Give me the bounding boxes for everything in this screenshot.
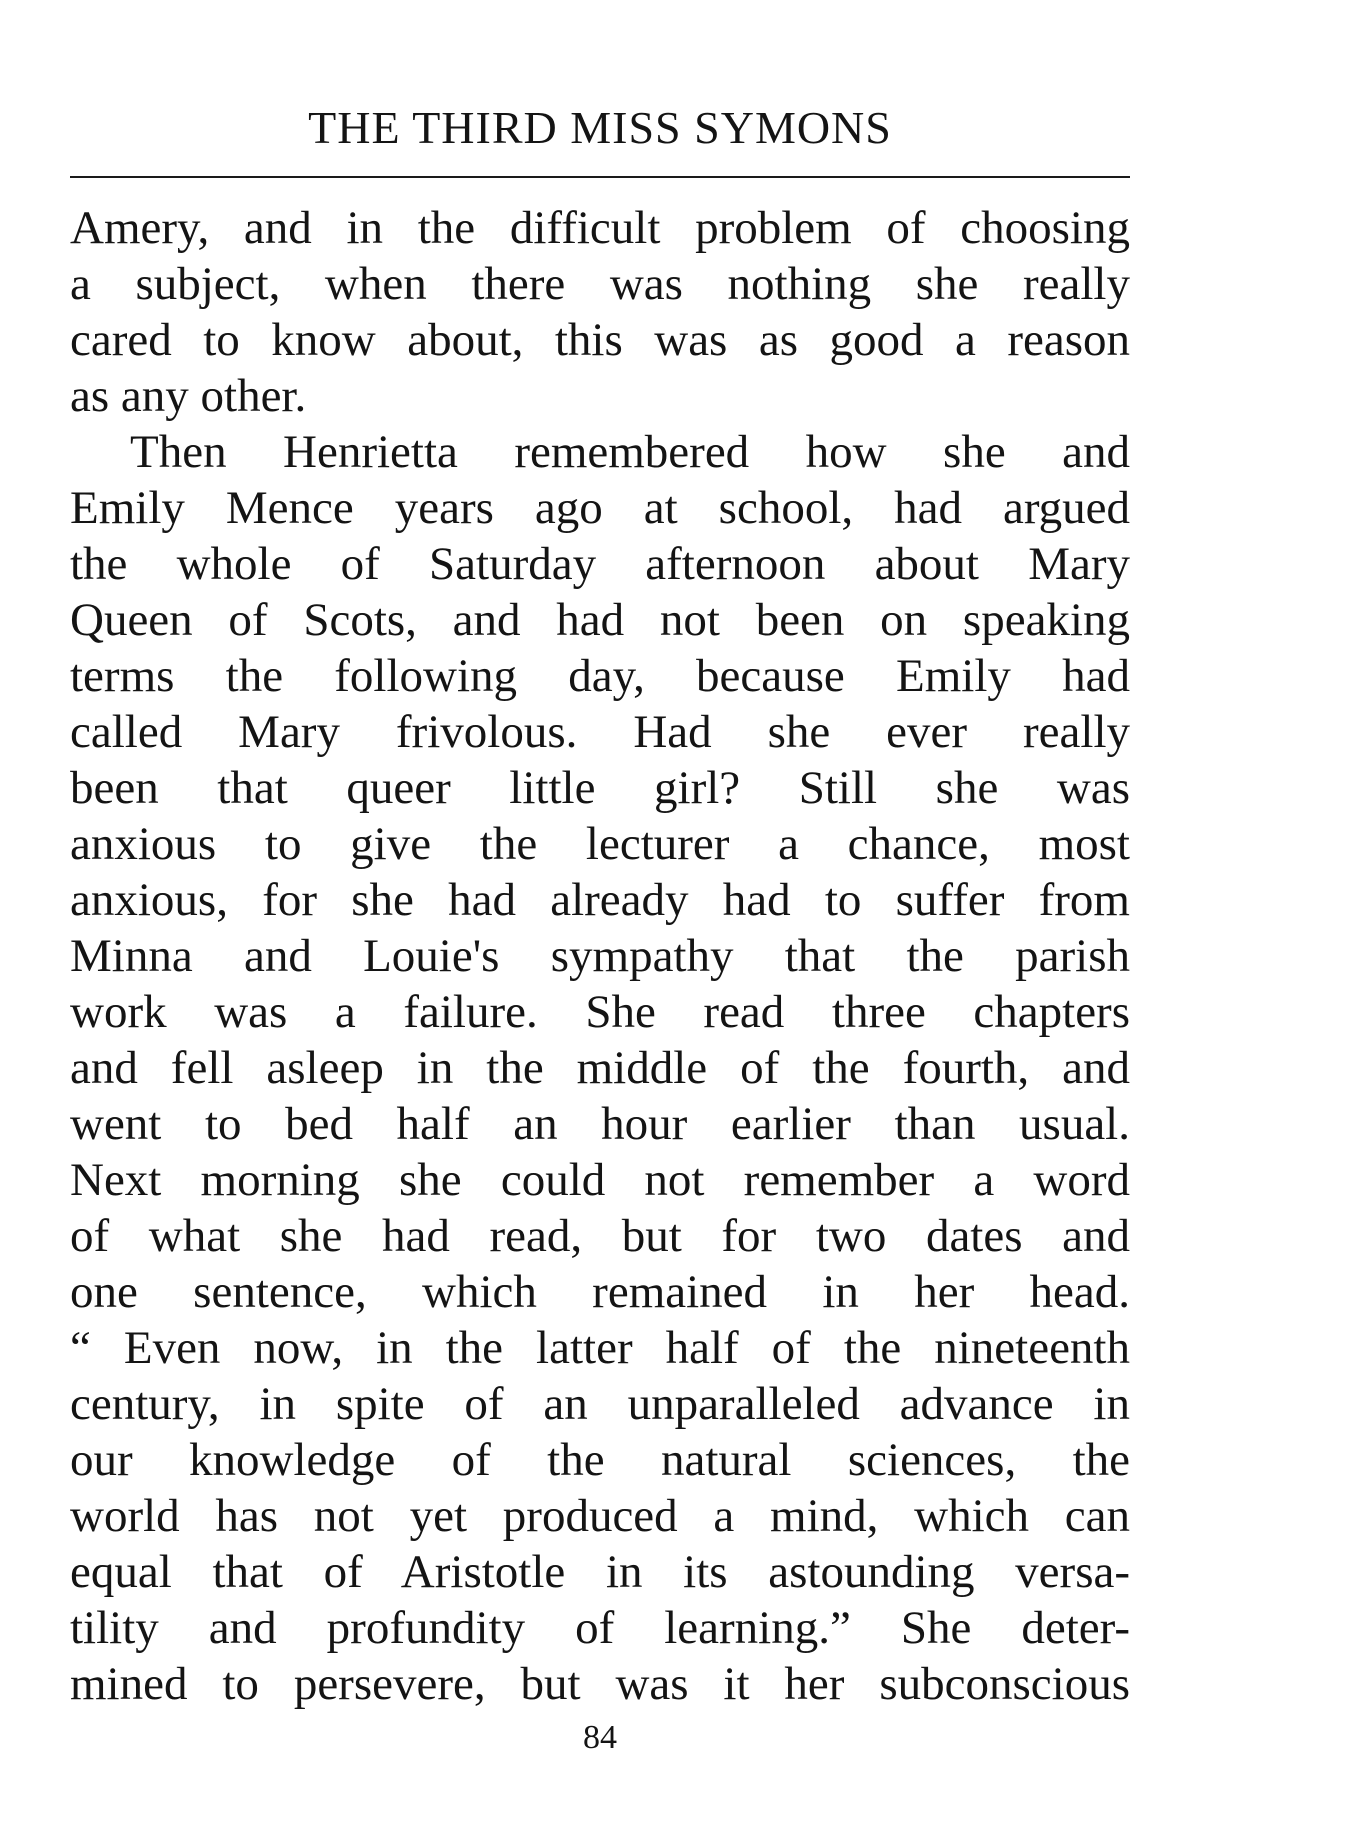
text-line: terms the following day, because Emily had: [70, 650, 1130, 702]
text-line: as any other.: [70, 370, 307, 422]
text-line: tility and profundity of learning.” She deter-: [70, 1602, 1130, 1654]
text-line: Minna and Louie's sympathy that the parish: [70, 930, 1130, 982]
text-line: “ Even now, in the latter half of the nineteenth: [70, 1322, 1130, 1374]
text-line: century, in spite of an unparalleled advance in: [70, 1378, 1130, 1430]
page-number: 84: [583, 1719, 617, 1756]
text-line: our knowledge of the natural sciences, the: [70, 1434, 1130, 1486]
text-line: went to bed half an hour earlier than usual.: [70, 1098, 1130, 1150]
text-line: world has not yet produced a mind, which can: [70, 1490, 1130, 1542]
text-line: one sentence, which remained in her head.: [70, 1266, 1130, 1318]
text-line: Amery, and in the difficult problem of choosing: [70, 202, 1130, 254]
text-line: called Mary frivolous. Had she ever really: [70, 706, 1130, 758]
text-line: the whole of Saturday afternoon about Mary: [70, 538, 1130, 590]
text-line: mined to persevere, but was it her subconscious: [70, 1658, 1130, 1710]
paragraph-start-line: Then Henrietta remembered how she and: [130, 426, 1130, 478]
text-line: anxious to give the lecturer a chance, most: [70, 818, 1130, 870]
header-rule: [70, 176, 1130, 178]
text-line: anxious, for she had already had to suffer from: [70, 874, 1130, 926]
text-line: Next morning she could not remember a word: [70, 1154, 1130, 1206]
text-line: and fell asleep in the middle of the fourth, and: [70, 1042, 1130, 1094]
text-line: cared to know about, this was as good a reason: [70, 314, 1130, 366]
text-line: of what she had read, but for two dates and: [70, 1210, 1130, 1262]
running-head: THE THIRD MISS SYMONS: [308, 102, 892, 153]
text-line: Queen of Scots, and had not been on speaking: [70, 594, 1130, 646]
body-text: [70, 200, 1130, 1712]
text-line: Emily Mence years ago at school, had argued: [70, 482, 1130, 534]
text-line: a subject, when there was nothing she really: [70, 258, 1130, 310]
text-line: been that queer little girl? Still she was: [70, 762, 1130, 814]
text-line: equal that of Aristotle in its astounding versa-: [70, 1546, 1130, 1598]
text-line: work was a failure. She read three chapters: [70, 986, 1130, 1038]
